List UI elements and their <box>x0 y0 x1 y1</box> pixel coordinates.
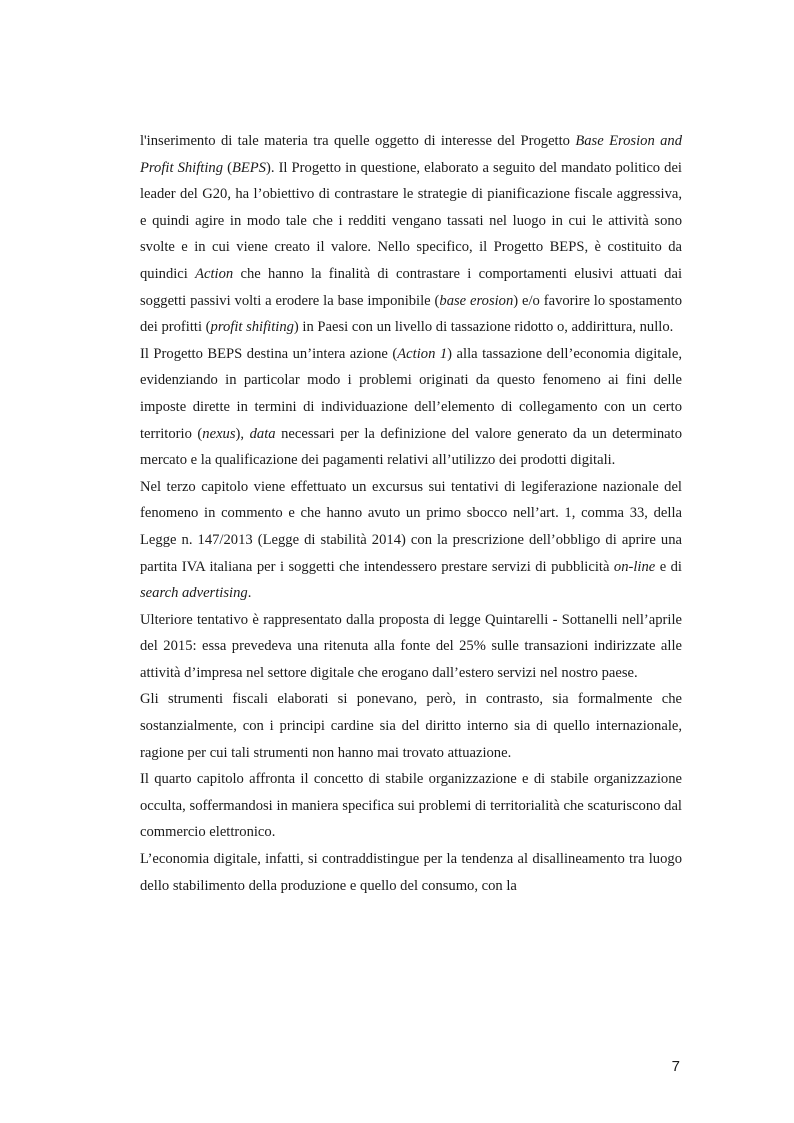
text-run: l'inserimento di tale materia tra quelle oggetto di interesse del Progetto <box>140 133 576 149</box>
italic-text-run: profit shifiting <box>210 319 294 336</box>
text-run: ) alla tassazione dell’economia digitale, evidenziando in particolar modo i problemi originati da questo fenomeno ai fini delle imposte dirette in termini di individuazione dell’elemento di collegamento con un certo territorio ( <box>140 345 682 442</box>
text-run: Il Progetto BEPS destina un’intera azione ( <box>140 345 398 362</box>
text-run: necessari per la definizione del valore generato da un determinato mercato e la qualificazione dei pagamenti relativi all’utilizzo dei prodotti digitali. <box>140 425 682 469</box>
text-run: Nel terzo capitolo viene effettuato un excursus sui tentativi di legiferazione nazionale del fenomeno in commento e che hanno avuto un primo sbocco nell’art. 1, comma 33, della Legge n. 147/2013 (Legge di stabilità 2014) con la prescrizione dell’obbligo di aprire una partita IVA italiana per i soggetti che intendessero prestare servizi di pubblicità <box>140 478 682 575</box>
paragraph-fourth-chapter <box>140 766 682 846</box>
italic-text-run: nexus <box>202 425 236 442</box>
text-run: ( <box>223 159 232 176</box>
paragraph-digital-economy <box>140 846 682 899</box>
italic-text-run: data <box>249 425 276 442</box>
italic-text-run: BEPS <box>231 159 266 176</box>
italic-text-run: Action <box>195 265 234 282</box>
paragraph-quintarelli-proposal <box>140 607 682 687</box>
paragraph-third-chapter <box>140 474 682 607</box>
text-run: Gli strumenti fiscali elaborati si ponevano, però, in contrasto, sia formalmente che sostanzialmente, con i principi cardine sia del diritto interno sia di quello internazionale, ragione per cui tali strumenti non hanno mai trovato attuazione. <box>140 691 682 761</box>
text-run: che hanno la finalità di contrastare i comportamenti elusivi attuati dai soggetti passivi volti a erodere la base imponibile ( <box>140 265 682 309</box>
text-run: Ulteriore tentativo è rappresentato dalla proposta di legge Quintarelli - Sottanelli nell’aprile del 2015: essa prevedeva una ritenuta alla fonte del 25% sulle transazioni indirizzate alle attività d’impresa nel settore digitale che erogano dall’estero servizi nel nostro paese. <box>140 611 682 681</box>
text-run: e di <box>655 558 682 575</box>
italic-text-run: search advertising <box>140 585 248 602</box>
text-run: L’economia digitale, infatti, si contraddistingue per la tendenza al disallineamento tra luogo dello stabilimento della produzione e quello del consumo, con la <box>140 851 682 894</box>
italic-text-run: base erosion <box>439 292 514 309</box>
text-run: . <box>247 585 252 602</box>
italic-text-run: Action 1 <box>397 345 448 362</box>
text-run: ), <box>235 425 250 442</box>
paragraph-action-1 <box>140 341 682 474</box>
text-run: ). Il Progetto in questione, elaborato a seguito del mandato politico dei leader del G20, ha l’obiettivo di contrastare le strategie di pianificazione fiscale aggressiva, e quindi agire in modo tale che i redditi vengano tassati nel luogo in cui le attività sono svolte e in cui viene creato il valore. Nello specifico, il Progetto BEPS, è costituito da quindici <box>140 159 682 282</box>
body-text <box>140 128 682 899</box>
page-number: 7 <box>671 1058 680 1075</box>
italic-text-run: Base Erosion and Profit Shifting <box>140 133 683 176</box>
text-run: ) in Paesi con un livello di tassazione ridotto o, addirittura, nullo. <box>293 319 674 336</box>
italic-text-run: on-line <box>613 558 656 575</box>
paragraph-fiscal-instruments <box>140 686 682 766</box>
text-run: ) e/o favorire lo spostamento dei profitti ( <box>140 292 683 336</box>
paragraph-beps-intro <box>140 128 682 341</box>
text-run: Il quarto capitolo affronta il concetto di stabile organizzazione e di stabile organizzazione occulta, soffermandosi in maniera specifica sui problemi di territorialità che scaturiscono dal commercio elettronico. <box>140 771 682 841</box>
